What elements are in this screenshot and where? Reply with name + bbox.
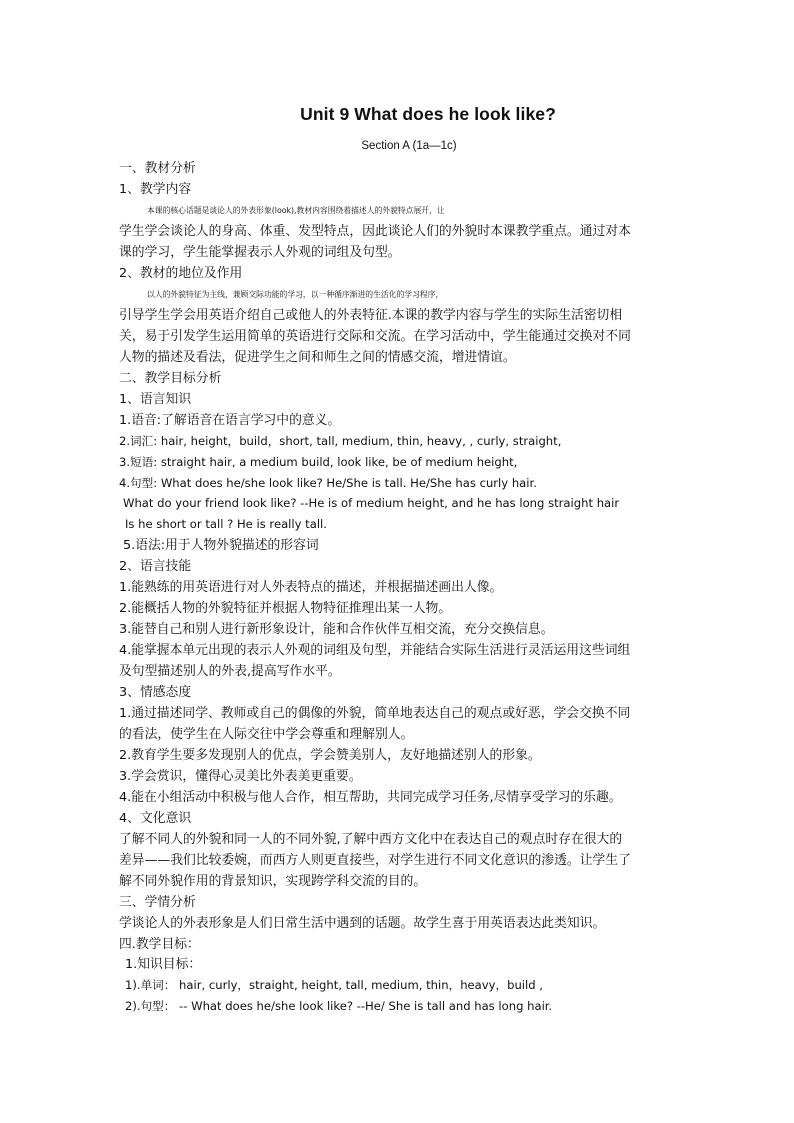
subheading-teaching-content: 1、教学内容 bbox=[119, 182, 192, 197]
paragraph-line: 了解不同人的外貌和同一人的不同外貌,了解中西方文化中在表达自己的观点时存在很大的 bbox=[119, 832, 623, 847]
subheading-emotional-attitude: 3、情感态度 bbox=[119, 685, 192, 700]
list-item: 2.教育学生要多发现别人的优点，学会赞美别人，友好地描述别人的形象。 bbox=[119, 748, 541, 763]
section-subtitle: Section A (1a—1c) bbox=[361, 140, 457, 152]
list-item: 1.能熟练的用英语进行对人外表特点的描述，并根据描述画出人像。 bbox=[119, 580, 503, 595]
subheading-cultural-awareness: 4、文化意识 bbox=[119, 811, 192, 826]
list-item: 3.短语: straight hair, a medium build, look like, be of medium height, bbox=[119, 455, 518, 469]
list-item-words: 1).单词： hair, curly，straight, height, tall, medium, thin，heavy，build , bbox=[125, 978, 543, 992]
paragraph-line: 学谈论人的外表形象是人们日常生活中遇到的话题。故学生喜于用英语表达此类知识。 bbox=[119, 916, 606, 931]
paragraph-line: 本课的核心话题是谈论人的外表形象(look),教材内容围绕着描述人的外貌特点展开，让 bbox=[147, 206, 445, 215]
document-title: Unit 9 What does he look like? bbox=[300, 104, 556, 124]
example-sentence: Is he short or tall ? He is really tall. bbox=[125, 517, 327, 531]
subheading-language-skills: 2、语言技能 bbox=[119, 559, 192, 574]
heading-teaching-objectives-analysis: 二、教学目标分析 bbox=[119, 371, 222, 386]
list-item: 4.句型: What does he/she look like? He/She is tall. He/She has curly hair. bbox=[119, 476, 537, 490]
heading-textbook-analysis: 一、教材分析 bbox=[119, 161, 196, 176]
list-item: 2.词汇: hair, height，build，short, tall, medium, thin, heavy, , curly, straight, bbox=[119, 434, 562, 448]
paragraph-line: 人物的描述及看法，促进学生之间和师生之间的情感交流，增进情谊。 bbox=[119, 350, 516, 365]
list-item: 4.能在小组活动中积极与他人合作，相互帮助，共同完成学习任务,尽情享受学习的乐趣。 bbox=[119, 790, 622, 805]
paragraph-line: 引导学生学会用英语介绍自己或他人的外表特征.本课的教学内容与学生的实际生活密切相 bbox=[119, 308, 623, 323]
paragraph-line: 关，易于引发学生运用简单的英语进行交际和交流。在学习活动中，学生能通过交换对不同 bbox=[119, 329, 631, 344]
subheading-language-knowledge: 1、语言知识 bbox=[119, 392, 192, 407]
list-item-continued: 及句型描述别人的外表,提高写作水平。 bbox=[119, 664, 341, 679]
heading-teaching-objectives: 四.教学目标： bbox=[119, 937, 200, 952]
subheading-knowledge-objectives: 1.知识目标： bbox=[125, 957, 202, 972]
paragraph-line: 解不同外貌作用的背景知识，实现跨学科交流的目的。 bbox=[119, 874, 427, 889]
list-item: 5.语法:用于人物外貌描述的形容词 bbox=[123, 538, 319, 553]
list-item: 2.能概括人物的外貌特征并根据人物特征推理出某一人物。 bbox=[119, 601, 452, 616]
paragraph-line: 以人的外貌特征为主线，兼顾交际功能的学习，以一种循序渐进的生活化的学习程序， bbox=[147, 290, 444, 299]
list-item: 3.能替自己和别人进行新形象设计，能和合作伙伴互相交流，充分交换信息。 bbox=[119, 622, 554, 637]
list-item: 3.学会赏识，懂得心灵美比外表美更重要。 bbox=[119, 769, 362, 784]
example-sentence: What do your friend look like? --He is of medium height, and he has long straight hair bbox=[123, 496, 620, 510]
heading-learner-analysis: 三、学情分析 bbox=[119, 895, 196, 910]
list-item: 1.通过描述同学、教师或自己的偶像的外貌，简单地表达自己的观点或好恶，学会交换不同 bbox=[119, 706, 631, 721]
paragraph-line: 课的学习，学生能掌握表示人外观的词组及句型。 bbox=[119, 245, 401, 260]
list-item-sentence-patterns: 2).句型： -- What does he/she look like? --He/ She is tall and has long hair. bbox=[125, 999, 553, 1013]
subheading-role-of-material: 2、教材的地位及作用 bbox=[119, 266, 243, 281]
paragraph-line: 学生学会谈论人的身高、体重、发型特点，因此谈论人们的外貌时本课教学重点。通过对本 bbox=[119, 224, 631, 239]
list-item-continued: 的看法，使学生在人际交往中学会尊重和理解别人。 bbox=[119, 727, 414, 742]
list-item: 4.能掌握本单元出现的表示人外观的词组及句型，并能结合实际生活进行灵活运用这些词组 bbox=[119, 643, 631, 658]
list-item: 1.语音:了解语音在语言学习中的意义。 bbox=[119, 413, 341, 428]
paragraph-line: 差异——我们比较委婉，而西方人则更直接些，对学生进行不同文化意识的渗透。让学生了 bbox=[119, 853, 631, 868]
